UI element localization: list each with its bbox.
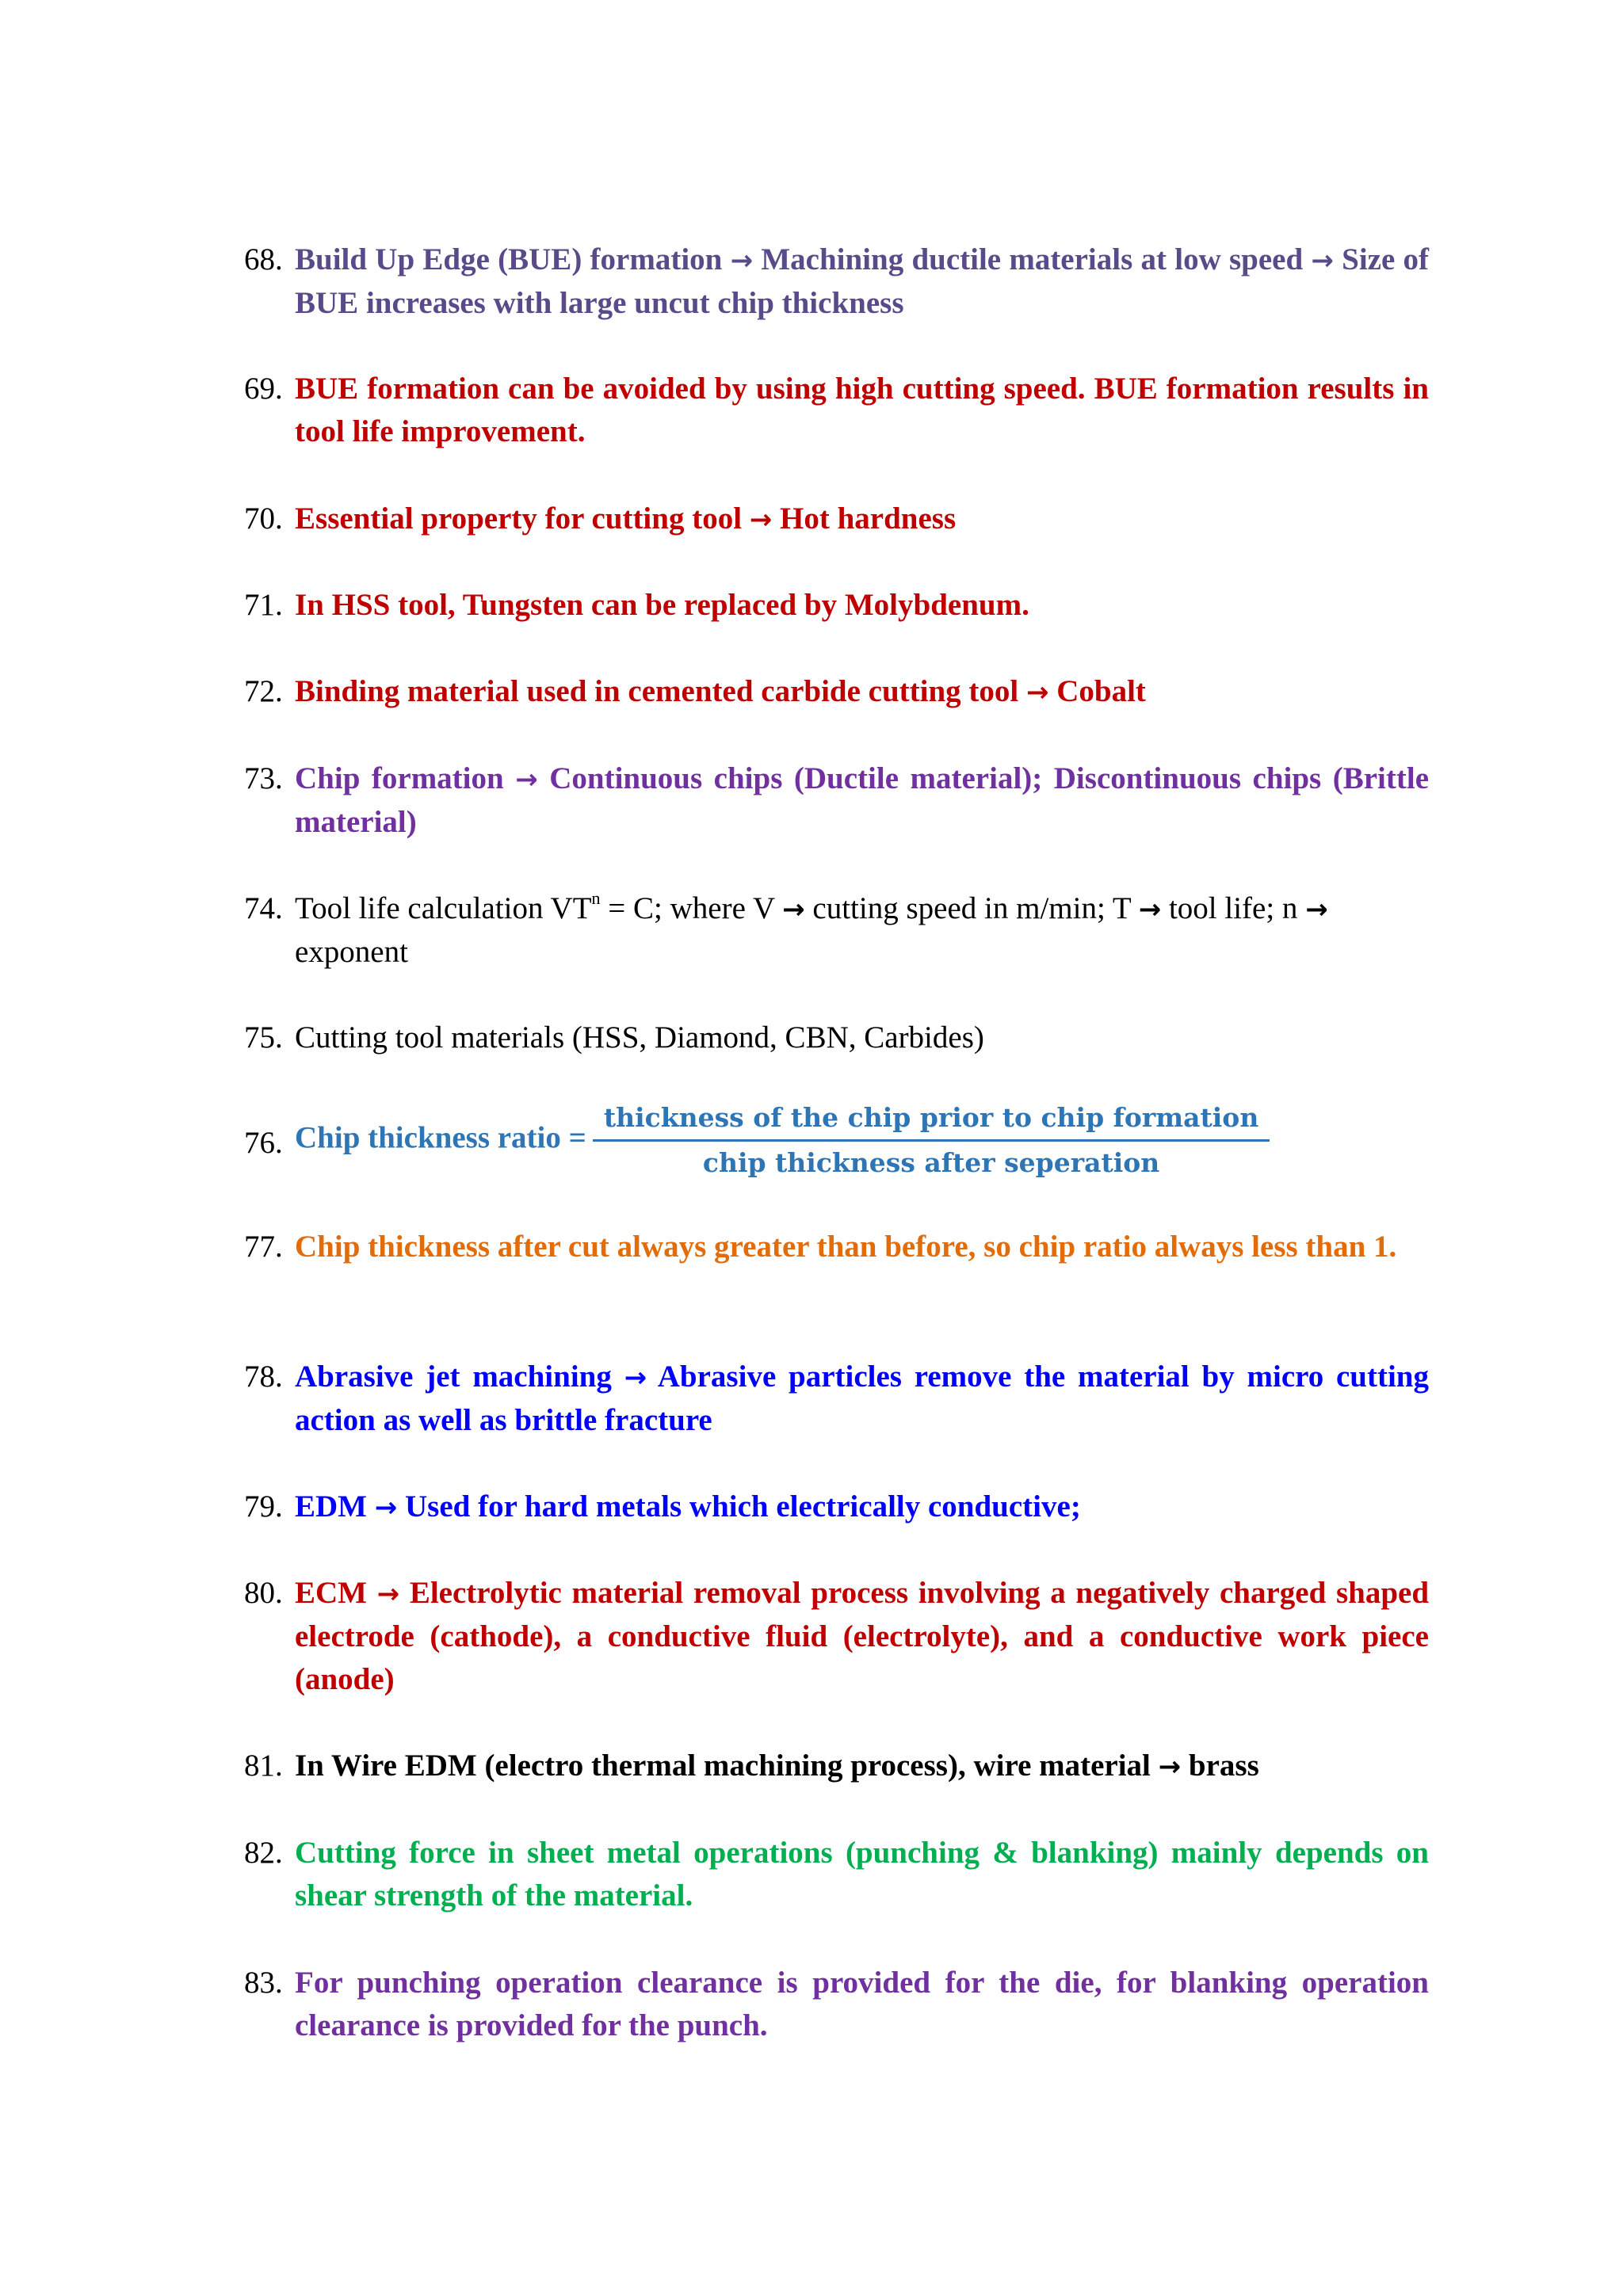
item-text: Machining ductile materials at low speed: [761, 242, 1304, 277]
right-arrow-icon: →: [730, 245, 754, 277]
item-text: brass: [1188, 1749, 1259, 1783]
fraction-denominator: chip thickness after seperation: [702, 1147, 1160, 1178]
list-item-78: [244, 1356, 1429, 1442]
right-arrow-icon: →: [1305, 894, 1328, 925]
item-text: Hot hardness: [780, 502, 957, 536]
right-arrow-icon: →: [374, 1492, 398, 1524]
list-item-69: [244, 368, 1429, 453]
item-number: 82.: [244, 1836, 283, 1870]
item-number: 76.: [244, 1126, 283, 1160]
item-number: 78.: [244, 1360, 283, 1394]
item-text: Essential property for cutting tool: [295, 502, 743, 536]
item-text: exponent: [295, 935, 408, 969]
item-text: In HSS tool, Tungsten can be replaced by Molybdenum.: [295, 588, 1029, 622]
item-number: 69.: [244, 372, 283, 406]
list-item-71: [244, 584, 1429, 627]
list-item-74: [244, 887, 1429, 974]
list-item-70: [244, 498, 1429, 541]
fraction-numerator: thickness of the chip prior to chip formation: [593, 1100, 1270, 1142]
right-arrow-icon: →: [1311, 245, 1334, 277]
fraction: [593, 1100, 1270, 1181]
list-item-75: [244, 1016, 1429, 1059]
item-text: EDM: [295, 1489, 367, 1524]
item-text: Chip thickness after cut always greater than before, so chip ratio always less than 1.: [295, 1230, 1397, 1264]
formula-lhs: Chip thickness ratio =: [295, 1120, 586, 1155]
item-text: Electrolytic material removal process involving a negatively charged shaped electrode (cathode), a conductive fluid (electrolyte), and a conductive work piece (anode): [295, 1576, 1430, 1696]
list-item-80: [244, 1572, 1429, 1701]
item-number: 74.: [244, 891, 283, 925]
exponent-superscript: n: [591, 888, 601, 908]
item-number: 70.: [244, 502, 283, 536]
item-text: tool life; n: [1161, 891, 1298, 925]
item-text: Used for hard metals which electrically conductive;: [405, 1489, 1081, 1524]
item-number: 71.: [244, 588, 283, 622]
item-number: 80.: [244, 1576, 283, 1610]
right-arrow-icon: →: [1158, 1751, 1182, 1783]
item-text: Tool life calculation VT: [295, 891, 592, 925]
right-arrow-icon: →: [782, 894, 805, 925]
item-number: 72.: [244, 674, 283, 708]
list-item-76: [244, 1100, 1429, 1181]
item-number: 81.: [244, 1749, 283, 1783]
list-item-81: [244, 1745, 1429, 1788]
item-text: Size of BUE increases with large uncut chip thickness: [295, 242, 1430, 320]
right-arrow-icon: →: [1138, 894, 1162, 925]
right-arrow-icon: →: [624, 1362, 647, 1394]
list-item-83: [244, 1962, 1429, 2047]
item-text: Chip formation: [295, 761, 504, 795]
list-item-77: [244, 1226, 1429, 1268]
item-text: Continuous chips (Ductile material); Discontinuous chips (Brittle material): [295, 761, 1430, 839]
list-item-82: [244, 1832, 1429, 1917]
right-arrow-icon: →: [749, 504, 773, 536]
item-text: Cobalt: [1056, 674, 1146, 708]
item-number: 75.: [244, 1020, 283, 1055]
item-text: Cutting tool materials (HSS, Diamond, CBN, Carbides): [295, 1020, 984, 1055]
right-arrow-icon: →: [1025, 677, 1049, 708]
list-item-79: [244, 1486, 1429, 1529]
item-text: Abrasive particles remove the material by micro cutting action as well as brittle fracture: [295, 1360, 1430, 1437]
list-item-72: [244, 670, 1429, 714]
item-number: 68.: [244, 242, 283, 277]
item-text: Build Up Edge (BUE) formation: [295, 242, 723, 277]
item-text: Cutting force in sheet metal operations (punching & blanking) mainly depends on shear strength of the material.: [295, 1836, 1429, 1913]
item-text: Abrasive jet machining: [295, 1360, 612, 1394]
right-arrow-icon: →: [376, 1578, 400, 1610]
item-number: 79.: [244, 1489, 283, 1524]
list-item-73: [244, 757, 1429, 844]
item-text: BUE formation can be avoided by using high cutting speed. BUE formation results in tool life improvement.: [295, 372, 1429, 448]
item-number: 77.: [244, 1230, 283, 1264]
item-text: = C; where V: [600, 891, 775, 925]
item-text: Binding material used in cemented carbide cutting tool: [295, 674, 1019, 708]
item-text: ECM: [295, 1576, 367, 1610]
item-text: In Wire EDM (electro thermal machining process), wire material: [295, 1749, 1151, 1783]
item-text: cutting speed in m/min; T: [804, 891, 1131, 925]
item-number: 83.: [244, 1966, 283, 2000]
item-text: For punching operation clearance is provided for the die, for blanking operation clearance is provided for the punch.: [295, 1966, 1429, 2042]
list-item-68: [244, 238, 1429, 325]
item-number: 73.: [244, 761, 283, 795]
right-arrow-icon: →: [515, 764, 538, 795]
